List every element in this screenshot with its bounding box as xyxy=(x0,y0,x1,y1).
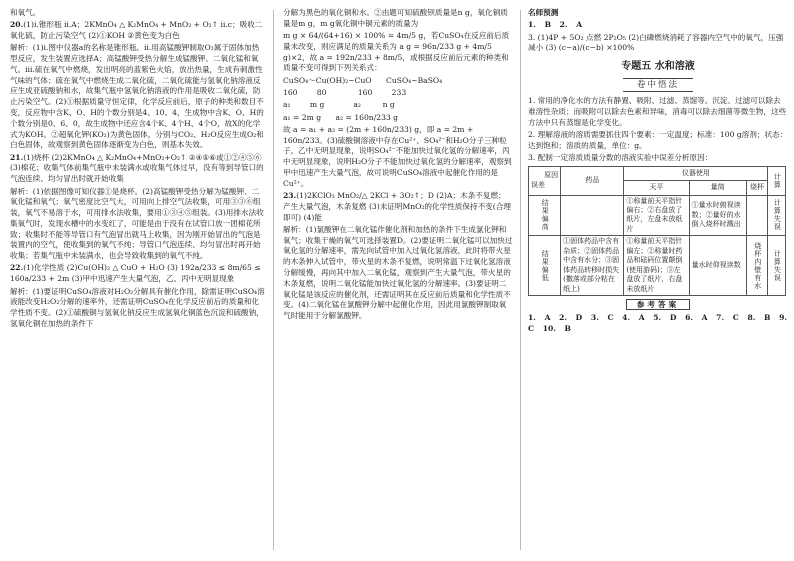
answer-text: (1)化学性质 (2)Cu(OH)₂ △ CuO + H₂O (3) 192a/233 ≤ 8m/65 ≤ 160a/233 + 2m (3)甲中迅速产生大量气泡，乙、丙中无明显现象 xyxy=(10,263,261,284)
famous-answers: 1. B 2. A xyxy=(528,20,583,30)
row-high-balance: ①称量前天平指针偏右；②右盘放了纸片，左盘未放纸片 xyxy=(624,195,689,236)
column-divider xyxy=(273,10,274,550)
question-21-explanation: 解析：(1)依据图像可知仪器①是烧杯。(2)高锰酸钾受热分解为锰酸钾、二氧化锰和氧气；氧气密度比空气大，可用向上排空气法收集，可用③③⑥组装，氧气不易溶于水，可用排水法收集，要用①③④⑤组装。(3)用排水法收集氧气时，发现水槽中的水变红了，可能是由于没有在试管口放一团棉花所致；收集时不能等导管口有气泡冒出就马上收集，因为刚开始冒出的气泡是装置内的空气，使收集到的氧气不纯；导管口气泡连续、均匀冒出时再开始收集；若集气瓶中未装满水，也会导致收集到的氧气不纯。 xyxy=(10,186,264,261)
relation-line: 160 80 160 233 xyxy=(283,87,407,97)
row-high-label: 结果偏高 xyxy=(529,195,561,236)
text-line: 和氧气。 xyxy=(10,8,41,17)
question-20-answer xyxy=(10,20,266,42)
question-number: 23. xyxy=(283,191,297,200)
row-low-beaker: 烧杯内壁有水 xyxy=(746,236,768,296)
method-3: 3. 配制一定溶质质量分数的溶液实验中误差分析原因： xyxy=(528,153,713,163)
answer-text: (1)2KClO₃ MnO₂/△ 2KCl + 3O₂↑；D (2)A；木条不复燃；产生大量气泡，木条复燃 (3)未证明MnO₂的化学性质保持不变(合理即可) (4)能 xyxy=(283,191,511,222)
row-low-cylinder: 量水时仰视读数 xyxy=(689,236,746,296)
reference-answers: 1. A 2. D 3. C 4. A 5. D 6. A 7. C 8. B 9. C 10. B xyxy=(528,312,787,333)
table-corner xyxy=(529,166,561,195)
header-instrument-use: 仪器使用 xyxy=(624,166,768,181)
reference-answers-title: 参考答案 xyxy=(626,299,690,310)
question-21-answer xyxy=(10,153,266,185)
column-divider xyxy=(520,10,521,550)
answer-text: (1)烧杯 (2)2KMnO₄ △ K₂MnO₄+MnO₂+O₂↑ ②④⑤⑥或①②④⑤⑥ (3)棉花；收集气体前集气瓶中未装满水或收集气体过早，没有等到导管口的气泡连续、均匀冒出时就开始收集 xyxy=(10,152,264,184)
column-right xyxy=(528,8,788,556)
question-number: 22. xyxy=(10,263,24,273)
row-low-drug: ①固体药品中含有杂质；②固体药品中含有水分；③固体药品转移时损失(撒落或部分粘在纸上) xyxy=(561,236,624,296)
row-low-balance: ①称量前天平指针偏左；②称量时药品和砝码位置颠倒(使用游码)；③左盘放了纸片，右盘未放纸片 xyxy=(624,236,689,296)
answer-text: (1)ⅰ.锥形瓶 ⅱ.A；2KMnO₄ △ K₂MnO₄ + MnO₂ + O₂↑ ⅱ.c；吸收二氧化硫，防止污染空气 (2)①KOH ②黄色变为白色 xyxy=(10,20,263,41)
header-calc: 计算 xyxy=(768,166,786,195)
header-cylinder: 量筒 xyxy=(689,181,746,196)
header-beaker: 烧杯 xyxy=(746,181,768,196)
question-20-explanation: 解析：(1)ⅰ.图中仪器a的名称是锥形瓶。ⅱ.用高锰酸钾制取O₂属于固体加热型反应，发生装置应选择A；高锰酸钾受热分解生成锰酸钾、二氧化锰和氧气。ⅲ.硫在氧气中燃烧，发出明亮的蓝紫色火焰，放出热量，生成有刺激性气味的气体；硫在氧气中燃烧生成二氧化硫，二氧化硫能与氢氧化钠溶液反应生成亚硫酸钠和水，故集气瓶中氢氧化钠溶液的作用是吸收二氧化硫，防止污染空气。(2)①根据质量守恒定律，化学反应前后，原子的种类和数目不变，反应物中含K、O、H的个数分别是4、10、4，生成物中含K、O、H的个数分别是0、6、0，故生成物中还应含4个K、4个H、4个O，故X的化学式为KOH。②超氧化钾(KO₂)为黄色固体，分别与CO₂、H₂O反应生成O₂和白色固体，故观察到黄色固体逐渐变为白色，则基本失效。 xyxy=(10,43,264,150)
header-error: 误差 xyxy=(531,180,545,189)
header-drug: 药品 xyxy=(561,166,624,195)
relation-line: a₁ = 2m g a₂ = 160n/233 g xyxy=(283,112,399,122)
row-high-calc: 计算失误 xyxy=(768,195,786,236)
question-22-answer xyxy=(10,263,266,285)
row-high-cylinder: ①量水时俯视读数；②量好的水倒入烧杯时溅出 xyxy=(689,195,746,236)
row-high-beaker xyxy=(746,195,768,236)
relation-line: a₁ m g a₂ n g xyxy=(283,100,395,110)
section-header-label: 卷中悟法 xyxy=(623,78,693,92)
famous-teacher-title: 名师预测 xyxy=(528,8,559,17)
question-23-explanation: 解析：(1)氯酸钾在二氧化锰作催化剂和加热的条件下生成氯化钾和氧气；收集干燥的氧气可选择装置D。(2)要证明二氧化锰可以加快过氧化氢的分解速率，需先向试管中加入过氧化氢溶液，此时将带火星的木条伸入试管中，带火星的木条不复燃，说明常温下过氧化氢溶液分解缓慢，再向其中加入二氧化锰，观察到产生大量气泡，带火星的木条复燃，说明二氧化锰能加快过氧化氢的分解速率。(3)要证明二氧化锰是该反应的催化剂，还需证明其在反应前后质量和化学性质不变。(4)二氧化锰在氯酸钾分解中起催化作用，因此用氯酸钾制取氧气时能用于分解氯酸钾。 xyxy=(283,224,513,321)
famous-answer-3: 3. (1)4P + 5O₂ 点燃 2P₂O₅ (2)白磷燃烧消耗了容器内空气中的氧气，压强减小 (3) (c−a)/(c−b) ×100% xyxy=(528,32,784,53)
row-low-calc: 计算失误 xyxy=(768,236,786,296)
relation-line: CuSO₄～Cu(OH)₂~CuO CuSO₄~BaSO₄ xyxy=(283,75,443,85)
question-23-answer xyxy=(283,191,513,223)
column-left xyxy=(10,8,266,556)
question-number: 21. xyxy=(10,152,24,162)
row-low-label: 结果偏低 xyxy=(529,236,561,296)
method-2: 2. 理解溶液的溶质需要抓住四个要素：一定温度；标准：100 g溶剂；状态：达到饱和；溶质的质量，单位：g。 xyxy=(528,130,788,150)
text-line: 故 a = a₁ + a₂ = (2m + 160n/233) g，即 a = 2m + 160n/233。(3)硫酸铜溶液中存在Cu²⁺、SO₄²⁻和H₂O分子三种粒子，乙中无明显现象，说明SO₄²⁻不能加快过氧化氢的分解速率，丙中无明显现象，说明H₂O分子不能加快过氧化氢的分解速率，观察到甲中迅速产生大量气泡，故可说明CuSO₄溶液中起催化作用的是Cu²⁺。 xyxy=(283,124,512,188)
error-analysis-table xyxy=(528,166,786,296)
header-balance: 天平 xyxy=(624,181,689,196)
question-number: 20. xyxy=(10,20,24,30)
question-22-explanation: 解析：(1)要证明CuSO₄溶液对H₂O₂分解具有催化作用，除需证明CuSO₄溶液能改变H₂O₂分解的速率外，还需证明CuSO₄在化学反应前后的质量和化学性质不变。(2)①硫酸铜与氢氧化钠反应生成氢氧化铜蓝色沉淀和硫酸钠，氢氧化铜在加热的条件下 xyxy=(10,286,265,328)
text-line: 分解为黑色的氧化铜和水。②由题可知硫酸钡质量是n g，氧化铜质量是m g，m g氧化铜中铜元素的质量为 xyxy=(283,8,508,28)
column-middle xyxy=(283,8,513,556)
topic-title: 专题五 水和溶液 xyxy=(621,61,695,73)
section-header xyxy=(528,78,788,92)
method-1: 1. 常用的净化水的方法有静置、吸附、过滤、蒸馏等。沉淀、过滤可以除去难溶性杂质；而吸附可以除去色素和异味，消毒可以除去细菌等微生物，这些方法中只有蒸馏是化学变化。 xyxy=(528,96,787,127)
row-high-drug xyxy=(561,195,624,236)
text-line: m g × 64/(64+16) × 100% = 4m/5 g，若CuSO₄在反应前后质量未改变，则应满足的质量关系为 a g = 96n/233 g + 4m/5 g)×2，故 a = 192n/233 + 8m/5，或根据反应前后元素的种类和质量不变可得到下列关系式： xyxy=(283,31,510,73)
header-cause: 原因 xyxy=(544,171,559,180)
reference-answers-header xyxy=(528,300,788,311)
